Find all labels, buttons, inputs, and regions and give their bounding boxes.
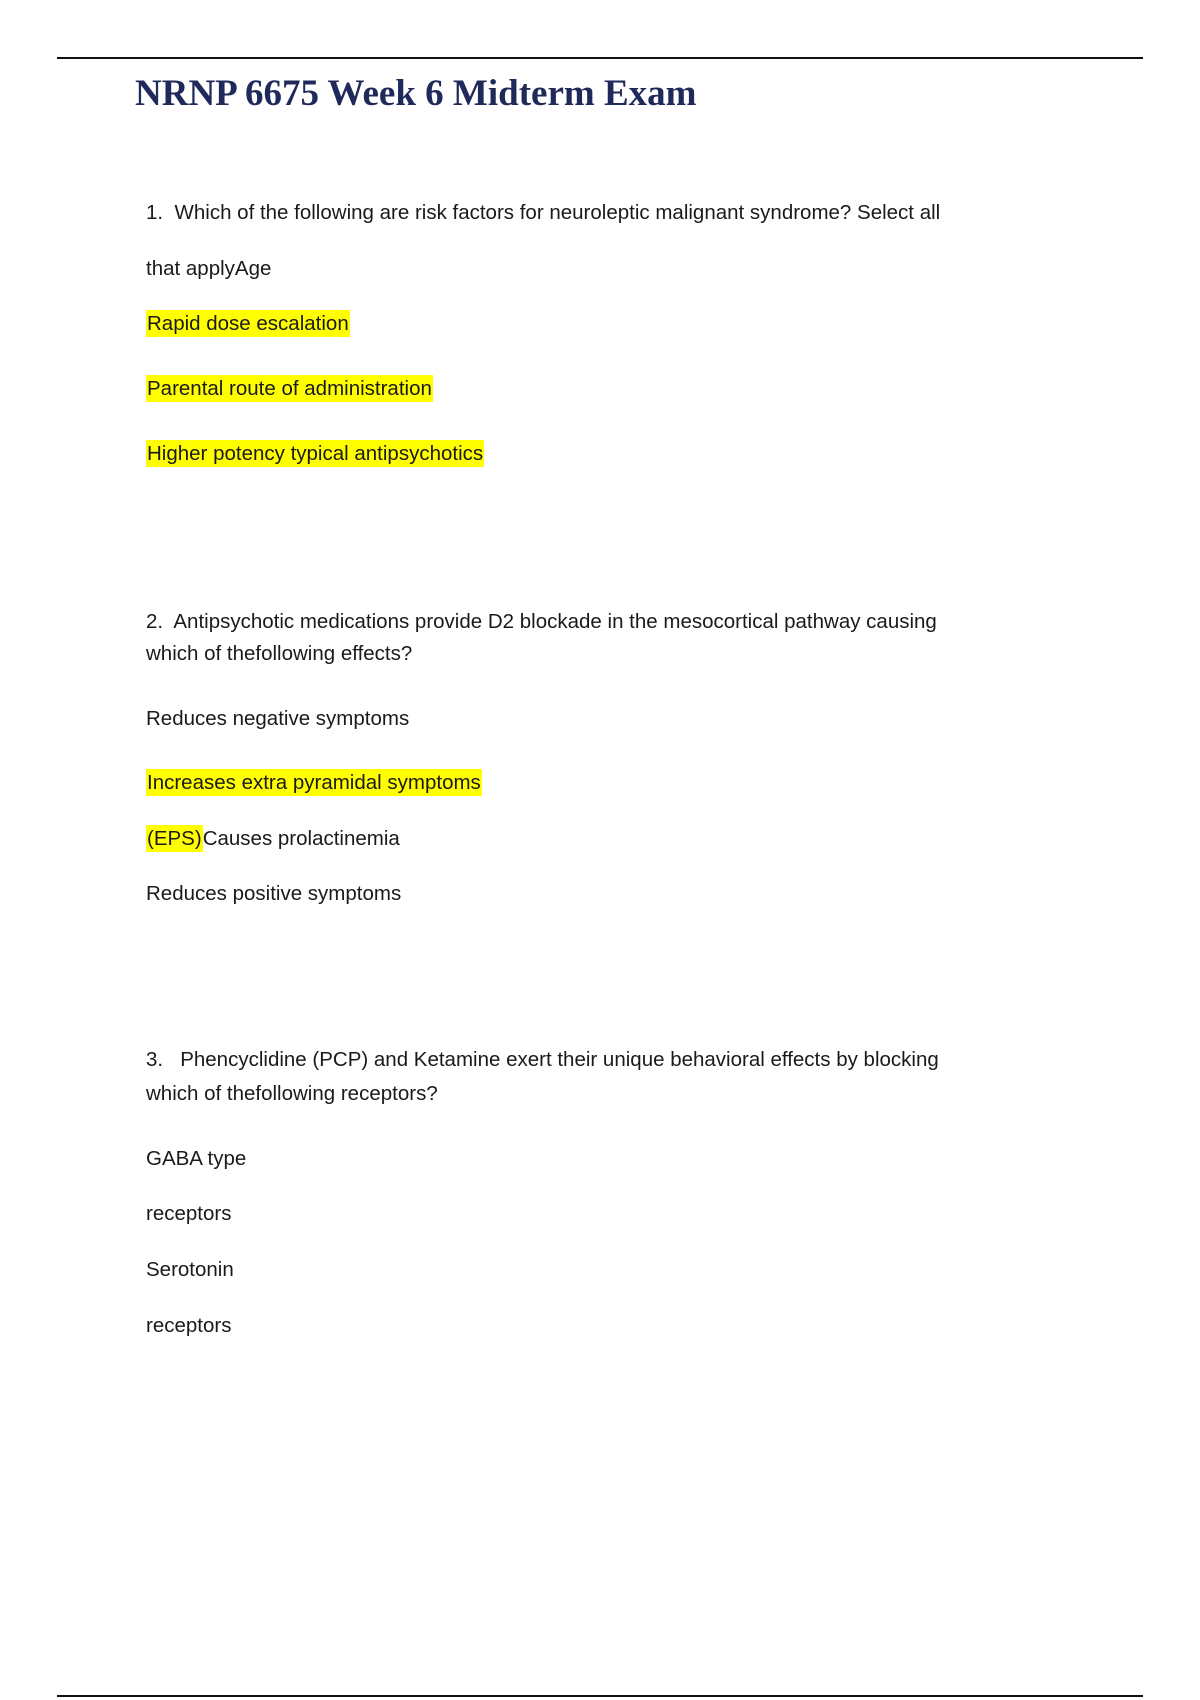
highlighted-answer: Higher potency typical antipsychotics — [147, 442, 484, 465]
question-1-option-3 — [146, 441, 484, 467]
question-1-text: Which of the following are risk factors for neuroleptic malignant syndrome? Select all — [174, 201, 941, 224]
question-3-option-1: GABA type — [146, 1147, 247, 1170]
question-3-line-1 — [146, 1047, 939, 1073]
highlighted-answer: Parental route of administration — [147, 377, 432, 400]
top-rule — [57, 57, 1143, 59]
question-3-line-2: which of thefollowing receptors? — [146, 1082, 438, 1105]
question-2-line-2: which of thefollowing effects? — [146, 642, 413, 665]
question-2-option-5: Reduces positive symptoms — [146, 882, 402, 905]
question-1-number: 1. — [146, 201, 164, 224]
question-2-number: 2. — [146, 610, 164, 633]
question-2-option-2 — [146, 770, 482, 796]
question-3-number: 3. — [146, 1048, 164, 1071]
highlighted-answer: (EPS) — [147, 827, 202, 850]
question-2-option-3 — [146, 826, 400, 852]
question-2-line-1 — [146, 609, 937, 635]
question-3-text: Phencyclidine (PCP) and Ketamine exert their unique behavioral effects by blocking — [180, 1048, 939, 1071]
question-3-option-4: receptors — [146, 1314, 232, 1337]
question-2-text: Antipsychotic medications provide D2 blockade in the mesocortical pathway causing — [173, 610, 937, 633]
question-3-option-2: receptors — [146, 1202, 232, 1225]
page-title: NRNP 6675 Week 6 Midterm Exam — [135, 73, 697, 114]
question-2-option-1: Reduces negative symptoms — [146, 707, 410, 730]
question-1-line-2: that applyAge — [146, 257, 272, 280]
question-2-option-4: Causes prolactinemia — [202, 827, 400, 850]
bottom-rule — [57, 1695, 1143, 1697]
question-1-option-2 — [146, 376, 433, 402]
highlighted-answer: Increases extra pyramidal symptoms — [147, 771, 481, 794]
question-1-option-1 — [146, 311, 350, 337]
question-1-line-1 — [146, 200, 940, 226]
question-3-option-3: Serotonin — [146, 1258, 234, 1281]
highlighted-answer: Rapid dose escalation — [147, 312, 349, 335]
